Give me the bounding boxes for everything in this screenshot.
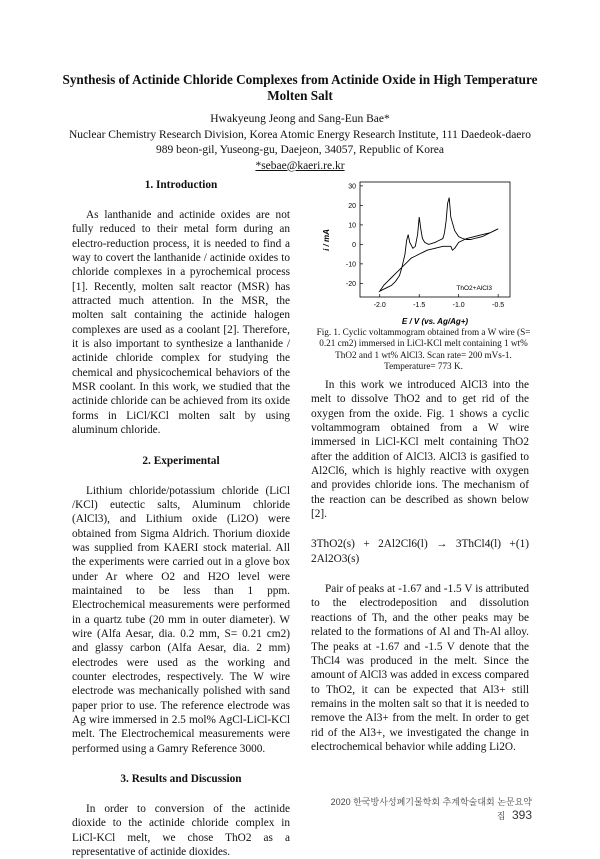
affiliation-line-2: 989 beon-gil, Yuseong-gu, Daejeon, 34057, Republic of Korea [156,144,444,157]
chart-legend: ThO2+AlCl3 [456,285,492,292]
author-block [40,112,560,174]
email-link[interactable]: *sebae@kaeri.re.kr [255,159,345,172]
equation-body: 3ThO2(s) + 2Al2Cl6(l) → 3ThCl4(l) + 2Al2O3(s) [311,538,516,565]
y-tick-label: 20 [348,202,356,210]
left-column [72,178,290,859]
y-tick-label: -10 [345,261,356,269]
x-tick-label: -2.0 [373,302,386,309]
y-tick-label: -20 [345,280,356,288]
page-number: 393 [511,808,532,822]
authors: Hwakyeung Jeong and Sang-Eun Bae* [210,113,390,125]
x-tick-label: -1.5 [413,302,426,309]
intro-heading: 1. Introduction [144,179,218,191]
y-tick-label: 0 [352,241,356,249]
y-tick-label: 10 [348,222,356,230]
x-axis-label: E / V (vs. Ag/Ag+) [401,317,469,326]
page-footer [322,795,532,822]
y-axis-label: i / mA [322,229,331,251]
footer-text: 2020 한국방사성폐기물학회 추계학술대회 논문요약집 [330,797,532,821]
right-column [311,378,529,754]
cv-series-line [380,198,499,292]
plot-frame [360,182,510,297]
right-paragraph-1: In this work we introduced AlCl3 into the melt to dissolve ThO2 and to get rid of the oxygen from the oxide. Fig. 1 shows a cyclic voltammogram obtained from a W wire immersed in LiCl-KCl melt containing ThO2 after the addition of AlCl3. AlCl3 is gasified to Al2Cl6, which is highly reactive with oxygen and provides chloride ions. The mechanism of the reaction can be described as shown below [2]. [311,379,529,521]
x-tick-label: -0.5 [492,302,505,309]
x-ticks [374,294,505,309]
cyclic-voltammogram-chart [318,180,530,330]
y-tick-label: 30 [348,183,356,191]
paper-title: Synthesis of Actinide Chloride Complexes from Actinide Oxide in High Temperature Molten Salt [62,72,538,103]
affiliation-line-1: Nuclear Chemistry Research Division, Korea Atomic Energy Research Institute, 111 Daedeok-daero [69,128,531,141]
results-heading: 3. Results and Discussion [120,773,242,786]
results-paragraph: In order to conversion of the actinide dioxide to the actinide chloride complex in LiCl-KCl melt, we chose ThO2 as a representative of actinide dioxides. [72,803,290,859]
x-tick-label: -1.0 [452,302,465,309]
experimental-heading: 2. Experimental [142,454,220,467]
experimental-paragraph: Lithium chloride/potassium chloride (LiCl /KCl) eutectic salts, Aluminum chloride (AlCl3), and Lithium oxide (Li2O) were obtained from Sigma Aldrich. Thorium dioxide was supplied from KAERI stock material. All the experiments were carried out in a glove box under Ar where O2 and H2O level were maintained to be less than 1 ppm. Electrochemical measurements were performed in a quartz tube (20 mm in outer diameter). W wire (Alfa Aesar, dia. 0.2 mm, S= 0.21 cm2) and glassy carbon (Alfa Aesar, dia. 2 mm) electrodes were used as the working and counter electrodes, respectively. The W wire electrode was mechanically polished with sand paper prior to use. The reference electrode was Ag wire immersed in 2.5 mol% AgCl-LiCl-KCl melt. The Electrochemical measurements were performed using a Gamry Reference 3000. [72,484,290,755]
figure-caption: Fig. 1. Cyclic voltammogram obtained from a W wire (S= 0.21 cm2) immersed in LiCl-KCl melt containing 1 wt% ThO2 and 1 wt% AlCl3. Scan rate= 200 mVs-1. Temperature= 773 K. [316,327,531,372]
y-ticks [346,183,363,287]
equation-1 [311,537,529,566]
intro-paragraph: As lanthanide and actinide oxides are not fully reduced to their metal form during an electro-reduction process, it is needed to find a way to covert the lanthanide / actinide oxides to chloride complexes in a pyrochemical process [1]. Recently, molten salt reactor (MSR) has attracted much attention. In the MSR, the molten salt containing the actinide halogen complexes are used as a coolant [2]. Therefore, it is also important to synthesize a lanthanide / actinide chloride complex for studying the chemical and physicochemical behaviors of the MSR coolant. In this work, we studied that the actinide chloride can be achieved from its oxide forms in LiCl/KCl molten salt by using aluminum chloride. [72,209,290,437]
right-paragraph-2: Pair of peaks at -1.67 and -1.5 V is attributed to the electrodeposition and dissolution reactions of Th, and the other peaks may be related to the formations of Al and Th-Al alloy. The peaks at -1.67 and -1.5 V denote that the ThCl4 was produced in the melt. Since the amount of AlCl3 was added in excess compared to ThO2, it can be expected that Al3+ still remains in the molten salt so that it is needed to remove the Al3+ from the melt. In order to get rid of the Al3+, we investigated the change in electrochemical behavior while adding Li2O. [311,583,529,753]
equation-number: (1) [515,538,529,551]
